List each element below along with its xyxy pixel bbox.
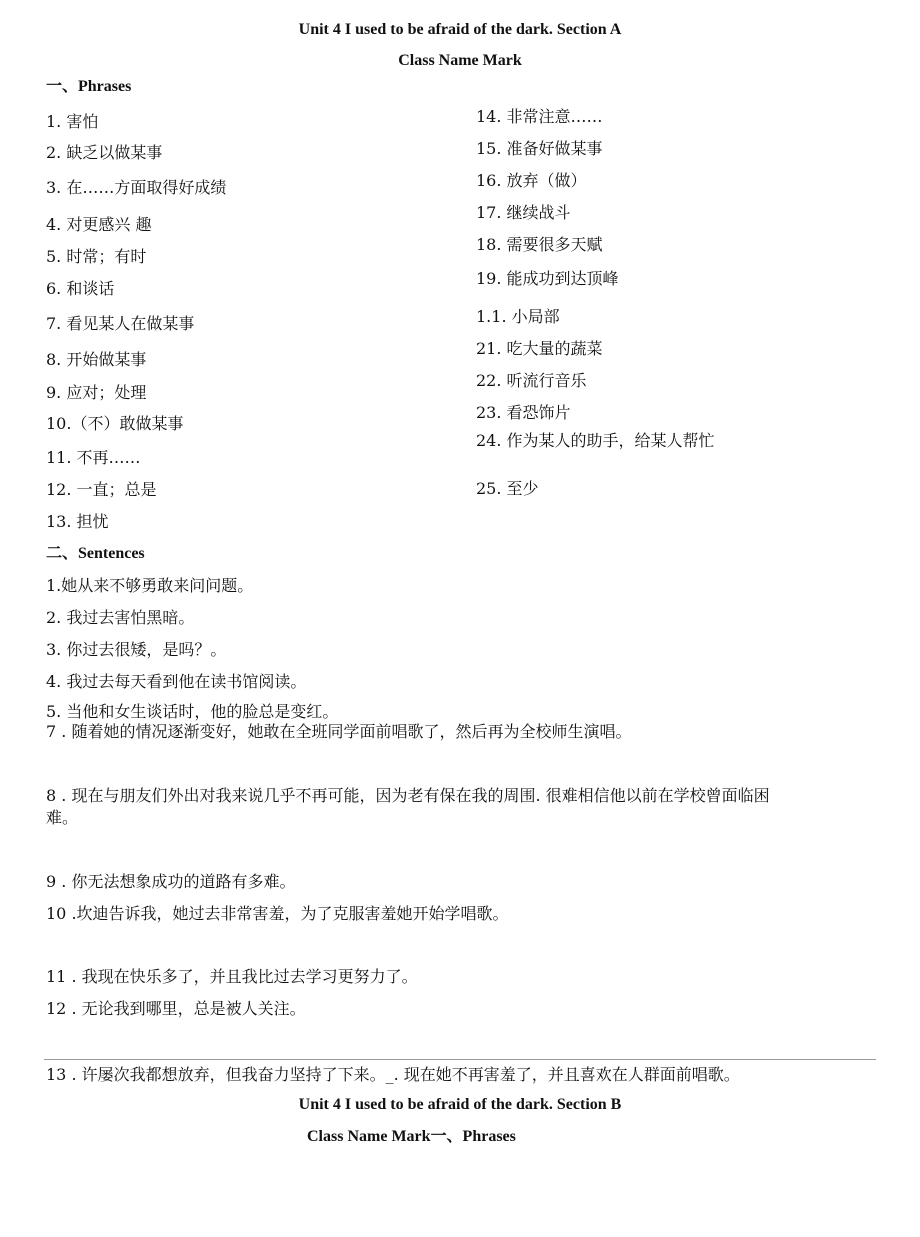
phrase-item: 8. 开始做某事 [46, 350, 147, 369]
phrase-item: 23. 看恐饰片 [476, 403, 571, 422]
section-b-title: Unit 4 I used to be afraid of the dark. Section B [298, 1096, 622, 1113]
phrase-item: 10.（不）敢做某事 [46, 414, 184, 433]
phrase-item: 22. 听流行音乐 [476, 371, 587, 390]
phrase-item: 19. 能成功到达顶峰 [476, 269, 619, 288]
phrase-item: 25. 至少 [476, 479, 539, 498]
phrase-item: 18. 需要很多天赋 [476, 235, 603, 254]
sentence-item: 1.她从来不够勇敢来问问题。 [46, 576, 254, 595]
sentence-item: 2. 我过去害怕黑暗。 [46, 608, 195, 627]
sentence-item: 8 . 现在与朋友们外出对我来说几乎不再可能，因为老有保在我的周围. 很难相信他以前在学校曾面临困 [46, 786, 770, 805]
sentences-heading: 二、Sentences [46, 545, 145, 562]
phrase-item: 13. 担忧 [46, 512, 109, 531]
sentence-item: 9 . 你无法想象成功的道路有多难。 [46, 872, 296, 891]
sentence-text: 5. 当他和女生谈话时，他的脸总是变红。 [46, 702, 339, 721]
phrase-item: 12. 一直；总是 [46, 480, 157, 499]
phrase-item: 7. 看见某人在做某事 [46, 314, 195, 333]
sentence-item: 10 .坎迪告诉我，她过去非常害羞，为了克服害羞她开始学唱歌。 [46, 904, 509, 923]
phrase-item: 9. 应对；处理 [46, 383, 147, 402]
section-b-class-line: Class Name Mark一、Phrases [307, 1128, 516, 1145]
phrase-item: 6. 和谈话 [46, 279, 115, 298]
phrase-item: 11. 不再…… [46, 448, 141, 467]
divider [44, 1059, 876, 1060]
phrase-item: 5. 时常；有时 [46, 247, 147, 266]
phrase-item: 2. 缺乏以做某事 [46, 143, 163, 162]
phrase-item: 3. 在……方面取得好成绩 [46, 178, 227, 197]
phrase-item-text: 24. 作为某人的助手，给某人帮忙 [476, 431, 715, 450]
sentence-item-continuation: 难。 [46, 808, 79, 827]
phrase-item: 1.1. 小局部 [476, 307, 560, 326]
phrases-heading: 一、Phrases [46, 78, 132, 95]
phrase-item: 16. 放弃（做） [476, 171, 587, 190]
phrase-item-clipped [476, 428, 715, 450]
section-a-class-line: Class Name Mark [398, 52, 522, 69]
section-a-title: Unit 4 I used to be afraid of the dark. Section A [298, 21, 622, 38]
phrase-item: 17. 继续战斗 [476, 203, 571, 222]
sentence-item: 3. 你过去很矮，是吗？。 [46, 640, 227, 659]
phrase-item: 1. 害怕 [46, 112, 99, 131]
sentence-item-clipped [46, 702, 339, 721]
phrase-item: 15. 准备好做某事 [476, 139, 603, 158]
phrase-item: 21. 吃大量的蔬菜 [476, 339, 603, 358]
phrase-item: 4. 对更感兴 趣 [46, 215, 152, 234]
sentence-item: 12 . 无论我到哪里，总是被人关注。 [46, 999, 306, 1018]
phrase-item: 14. 非常注意…… [476, 107, 603, 126]
sentence-item: 11 . 我现在快乐多了，并且我比过去学习更努力了。 [46, 967, 418, 986]
sentence-item: 7 . 随着她的情况逐渐变好，她敢在全班同学面前唱歌了，然后再为全校师生演唱。 [46, 722, 632, 741]
sentence-item: 4. 我过去每天看到他在读书馆阅读。 [46, 672, 307, 691]
sentence-item: 13 . 许屡次我都想放弃，但我奋力坚持了下来。_. 现在她不再害羞了，并且喜欢在人群面前唱歌。 [46, 1065, 740, 1084]
